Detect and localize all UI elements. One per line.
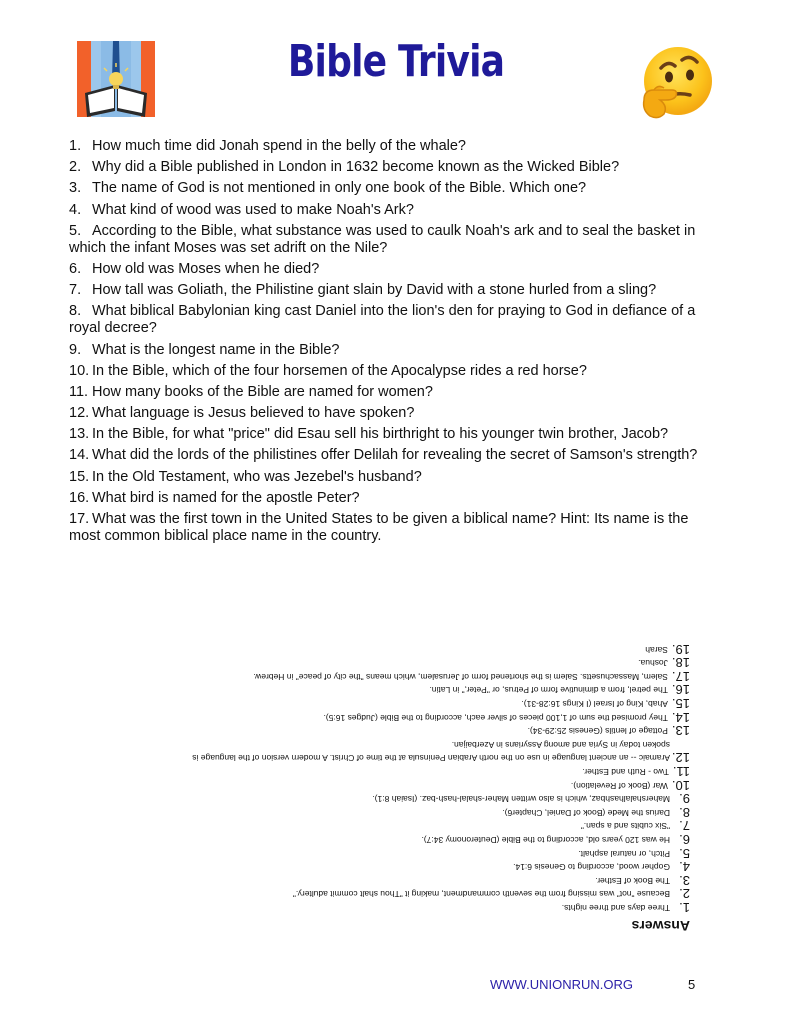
question-item: 5. According to the Bible, what substance was used to caulk Noah's ark and to seal the basket in which the infant Moses was set adrift on the Nile? (69, 222, 696, 256)
answer-item: 17. Salem, Massachusetts. Salem is the shortened form of Jerusalem, which means "the city of peace" in Hebrew. (253, 668, 690, 684)
question-item: 9. What is the longest name in the Bible? (69, 341, 340, 358)
answer-item: 3. The Book of Esther. (595, 872, 690, 888)
question-item: 12. What language is Jesus believed to have spoken? (69, 405, 415, 422)
answer-item: 14. They promised the sum of 1,100 pieces of silver each, according to the Bible (Judges 16:5). (323, 709, 690, 725)
question-item: 11. How many books of the Bible are named for women? (69, 383, 433, 400)
question-list (69, 138, 719, 549)
answers-section-upside-down (170, 634, 690, 934)
page-number: 5 (688, 977, 696, 992)
question-item: 1. How much time did Jonah spend in the belly of the whale? (69, 138, 466, 154)
footer-website-link[interactable]: WWW.UNIONRUN.ORG (490, 977, 633, 992)
answer-item: 9. Mahershalalhashbaz, which is also written Maher-shalal-hash-baz. (Isaiah 8:1). (372, 791, 690, 807)
question-item: 6. How old was Moses when he died? (69, 260, 320, 277)
answer-item: 1. Three days and three nights. (561, 900, 690, 915)
answer-item: 12. Aramaic -- an ancient language in use on the north Arabian Peninsula at the time of Christ. A modern version of the language is spoken today in Syria and among Assyrians in Azerbaijan. (192, 739, 690, 766)
answer-item: 7. "Six cubits and a span." (580, 818, 690, 834)
answer-item: 5. Pitch, or natural asphalt. (578, 845, 690, 861)
answer-item: 11. Two - Ruth and Esther. (582, 764, 690, 780)
answer-item: 16. The petrel, from a diminutive form of Petrus, or "Peter," in Latin. (429, 682, 690, 698)
question-item: 3. The name of God is not mentioned in only one book of the Bible. Which one? (69, 180, 587, 197)
answer-item: 10. War (Book of Revelation). (570, 777, 690, 793)
question-item: 2. Why did a Bible published in London in 1632 become known as the Wicked Bible? (69, 159, 620, 176)
answer-item: 18. Joshua. (638, 655, 690, 671)
question-item: 15. In the Old Testament, who was Jezebel's husband? (69, 468, 422, 485)
answer-item: 8. Darius the Mede (Book of Daniel, Chapter6). (502, 804, 690, 820)
question-item: 4. What kind of wood was used to make Noah's Ark? (69, 201, 414, 218)
answer-item: 6. He was 120 years old, according to the Bible (Deuteronomy 34:7). (421, 832, 690, 848)
answer-item: 13. Pottage of lentils (Genesis 25:29-34). (527, 723, 690, 739)
answers-title: Answers (631, 918, 690, 934)
answer-item: 2. Because "not" was missing from the seventh commandment, making it "Thou shalt commit adultery." (292, 886, 690, 902)
question-item: 16. What bird is named for the apostle Peter? (69, 489, 360, 506)
answer-item: 15. Ahab, King of Israel (I Kings 16:28-31). (521, 696, 690, 712)
question-item: 17. What was the first town in the United States to be given a biblical name? Hint: Its name is the most common biblical place name in the country. (69, 511, 689, 544)
thinking-face-emoji-icon (638, 44, 716, 122)
answer-item: 19. Sarah (645, 641, 690, 657)
question-item: 8. What biblical Babylonian king cast Daniel into the lion's den for praying to God in defiance of a royal decree? (69, 303, 696, 337)
question-item: 13. In the Bible, for what "price" did Esau sell his birthright to his younger twin brother, Jacob? (69, 426, 669, 443)
question-item: 7. How tall was Goliath, the Philistine giant slain by David with a stone hurled from a sling? (69, 282, 657, 299)
page-title: Bible Trivia (287, 36, 505, 87)
question-item: 14. What did the lords of the philistines offer Delilah for revealing the secret of Samson's strength? (69, 447, 698, 464)
answer-item: 4. Gopher wood, according to Genesis 6:14. (513, 859, 690, 875)
question-item: 10. In the Bible, which of the four horsemen of the Apocalypse rides a red horse? (69, 362, 587, 379)
